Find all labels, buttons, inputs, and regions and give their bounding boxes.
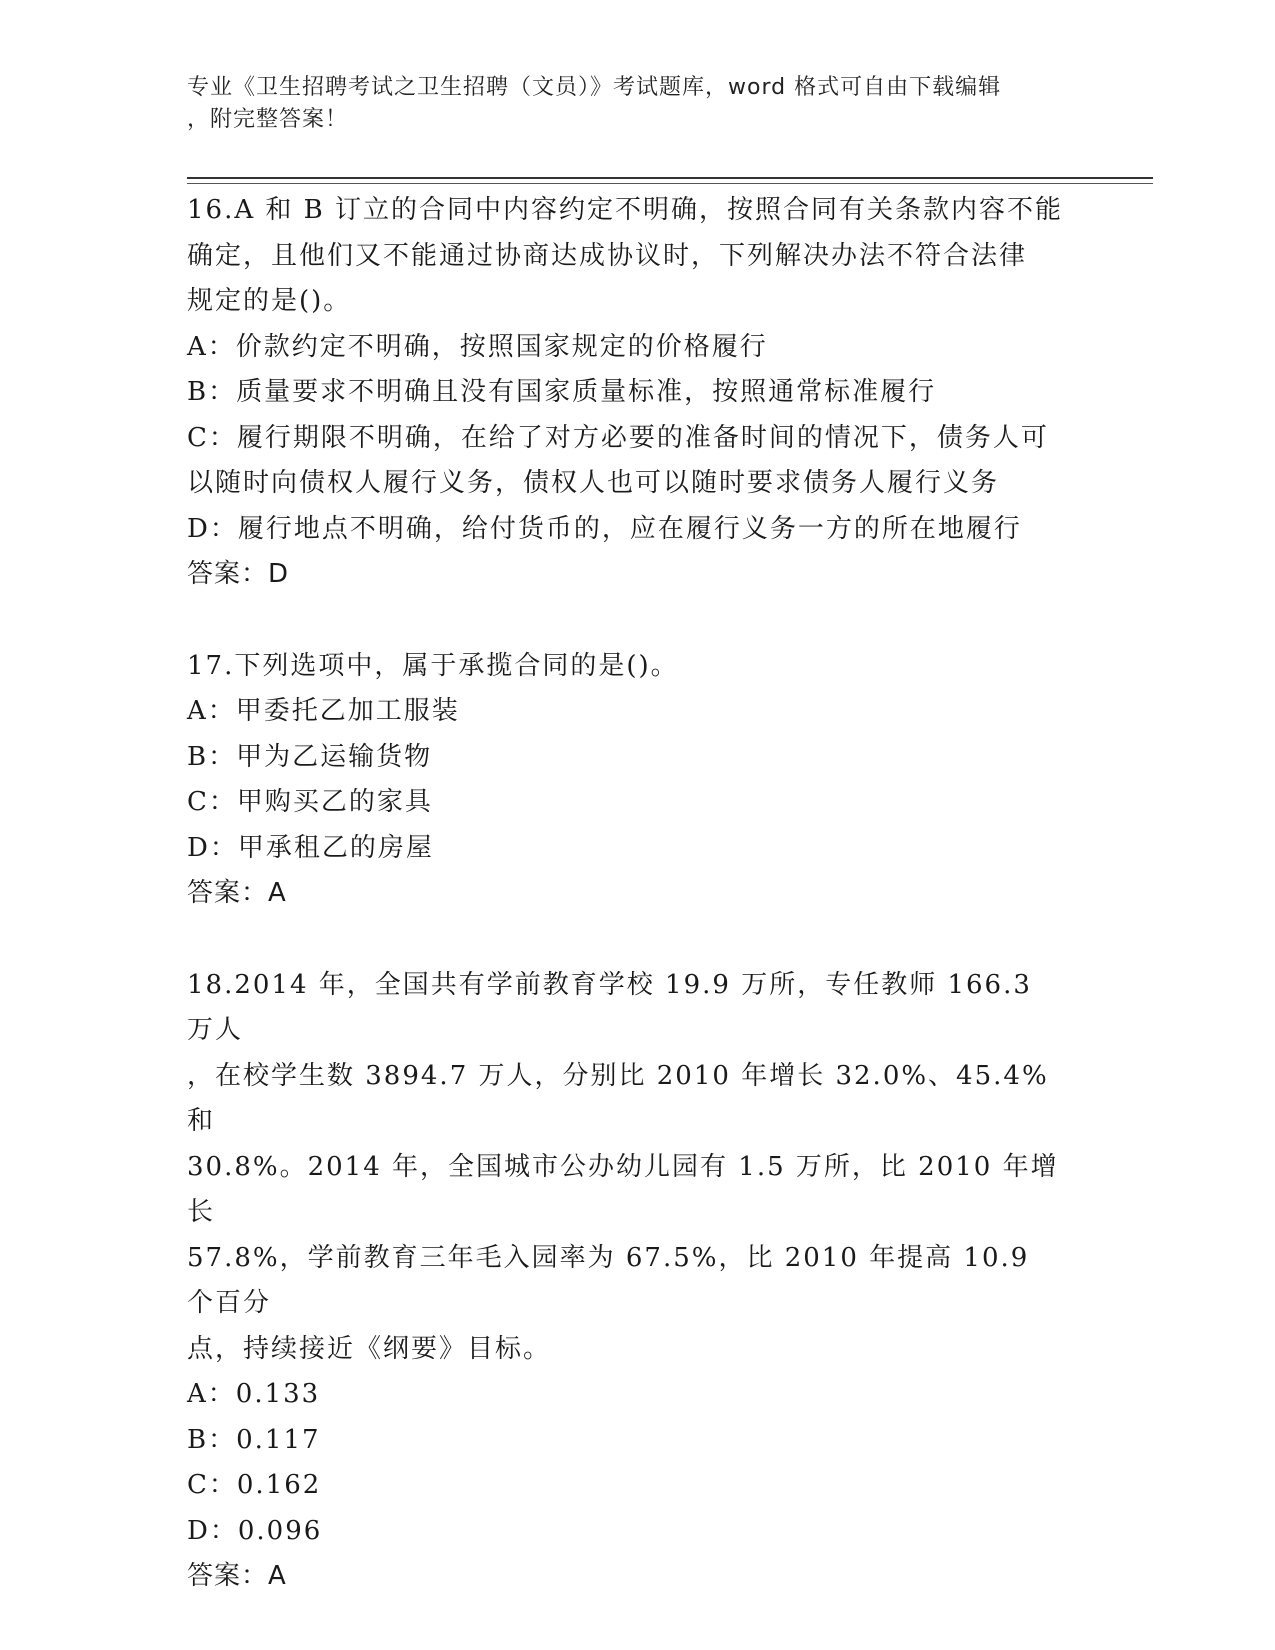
question-block	[187, 188, 1067, 598]
answer-key: 答案：D	[187, 559, 290, 589]
header-divider-thin	[187, 183, 1153, 184]
answer-option: 以随时向债权人履行义务，债权人也可以随时要求债务人履行义务	[187, 468, 1000, 498]
header-line-2: ，附完整答案！	[187, 107, 349, 132]
document-header	[187, 72, 1087, 136]
answer-option: D：0.096	[187, 1515, 323, 1546]
question-stem-line: 18.2014 年，全国共有学前教育学校 19.9 万所，专任教师 166.3 万人	[187, 969, 1032, 1045]
question-stem-line: 57.8%，学前教育三年毛入园率为 67.5%，比 2010 年提高 10.9 个百分	[187, 1242, 1030, 1318]
answer-option: B：0.117	[187, 1424, 321, 1455]
answer-option: D：履行地点不明确，给付货币的，应在履行义务一方的所在地履行	[187, 513, 1022, 544]
question-block	[187, 644, 1067, 917]
answer-option: B：甲为乙运输货物	[187, 741, 433, 772]
question-stem-line: 16.A 和 B 订立的合同中内容约定不明确，按照合同有关条款内容不能	[187, 195, 1064, 225]
answer-option: C：履行期限不明确，在给了对方必要的准备时间的情况下，债务人可	[187, 422, 1049, 453]
answer-option: B：质量要求不明确且没有国家质量标准，按照通常标准履行	[187, 377, 937, 407]
answer-option: A：甲委托乙加工服装	[187, 696, 460, 726]
question-stem-line: 确定，且他们又不能通过协商达成协议时，下列解决办法不符合法律	[187, 240, 1028, 271]
question-stem-line: 规定的是()。	[187, 286, 352, 316]
header-line-1: 专业《卫生招聘考试之卫生招聘（文员）》考试题库，word 格式可自由下载编辑	[187, 75, 1002, 100]
answer-option: C：甲购买乙的家具	[187, 787, 433, 817]
answer-option: C：0.162	[187, 1470, 322, 1500]
question-stem-line: 点，持续接近《纲要》目标。	[187, 1333, 552, 1364]
answer-key: 答案：A	[187, 878, 287, 908]
answer-option: A：价款约定不明确，按照国家规定的价格履行	[187, 331, 768, 362]
question-list	[187, 188, 1067, 1600]
question-block	[187, 963, 1067, 1600]
header-divider-thick	[187, 177, 1153, 179]
question-stem-line: 30.8%。2014 年，全国城市公办幼儿园有 1.5 万所，比 2010 年增长	[187, 1151, 1059, 1227]
answer-option: A：0.133	[187, 1379, 321, 1409]
question-stem-line: ，在校学生数 3894.7 万人，分别比 2010 年增长 32.0%、45.4%和	[187, 1060, 1049, 1136]
question-stem-line: 17.下列选项中，属于承揽合同的是()。	[187, 650, 679, 681]
answer-option: D：甲承租乙的房屋	[187, 832, 434, 863]
answer-key: 答案：A	[187, 1561, 287, 1591]
